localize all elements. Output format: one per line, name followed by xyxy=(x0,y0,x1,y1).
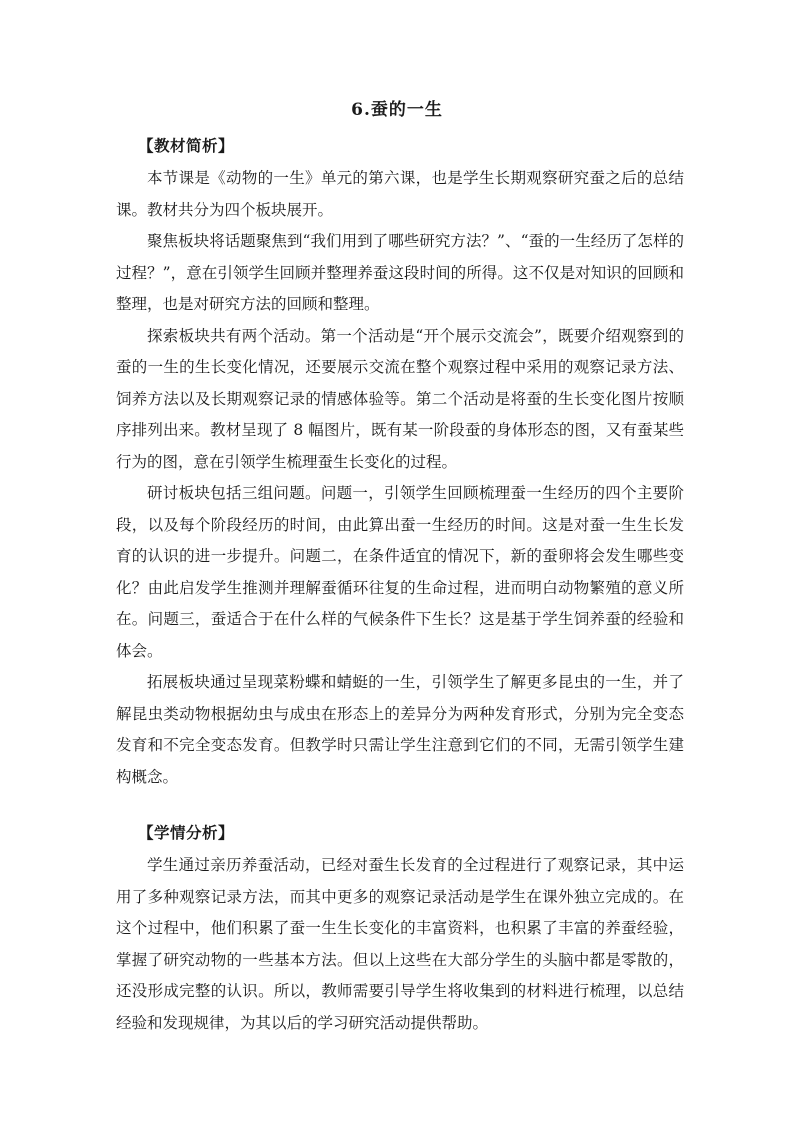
section-textbook-analysis xyxy=(116,133,684,793)
section-heading: 【教材简析】 xyxy=(138,136,235,155)
page-title: 6.蚕的一生 xyxy=(351,100,443,120)
paragraph: 拓展板块通过呈现菜粉蝶和蜻蜓的一生，引领学生了解更多昆虫的一生，并了解昆虫类动物根据幼虫与成虫在形态上的差异分为两种发育形式，分别为完全变态发育和不完全变态发育。但教学时只需让学生注意到它们的不同，无需引领学生建构概念。 xyxy=(116,673,684,786)
paragraph: 探索板块共有两个活动。第一个活动是“开个展示交流会”，既要介绍观察到的蚕的一生的生长变化情况，还要展示交流在整个观察过程中采用的观察记录方法、饲养方法以及长期观察记录的情感体验等。第二个活动是将蚕的生长变化图片按顺序排列出来。教材呈现了 8 幅图片，既有某一阶段蚕的身体形态的图，又有蚕某些行为的图，意在引领学生梳理蚕生长变化的过程。 xyxy=(116,326,684,471)
paragraph: 聚焦板块将话题聚焦到“我们用到了哪些研究方法？”、“蚕的一生经历了怎样的过程？”，意在引领学生回顾并整理养蚕这段时间的所得。这不仅是对知识的回顾和整理，也是对研究方法的回顾和整理。 xyxy=(116,232,684,313)
paragraph: 本节课是《动物的一生》单元的第六课，也是学生长期观察研究蚕之后的总结课。教材共分为四个板块展开。 xyxy=(116,169,684,219)
paragraph: 学生通过亲历养蚕活动，已经对蚕生长发育的全过程进行了观察记录，其中运用了多种观察记录方法，而其中更多的观察记录活动是学生在课外独立完成的。在这个过程中，他们积累了蚕一生生长变化的丰富资料，也积累了丰富的养蚕经验，掌握了研究动物的一些基本方法。但以上这些在大部分学生的头脑中都是零散的，还没形成完整的认识。所以，教师需要引导学生将收集到的材料进行梳理，以总结经验和发现规律，为其以后的学习研究活动提供帮助。 xyxy=(116,856,684,1032)
paragraph: 研讨板块包括三组问题。问题一，引领学生回顾梳理蚕一生经历的四个主要阶段，以及每个阶段经历的时间，由此算出蚕一生经历的时间。这是对蚕一生生长发育的认识的进一步提升。问题二，在条件适宜的情况下，新的蚕卵将会发生哪些变化？由此启发学生推测并理解蚕循环往复的生命过程，进而明白动物繁殖的意义所在。问题三，蚕适合于在什么样的气候条件下生长？这是基于学生饲养蚕的经验和体会。 xyxy=(116,484,684,660)
section-heading: 【学情分析】 xyxy=(138,823,235,842)
section-learner-analysis xyxy=(116,820,684,1039)
